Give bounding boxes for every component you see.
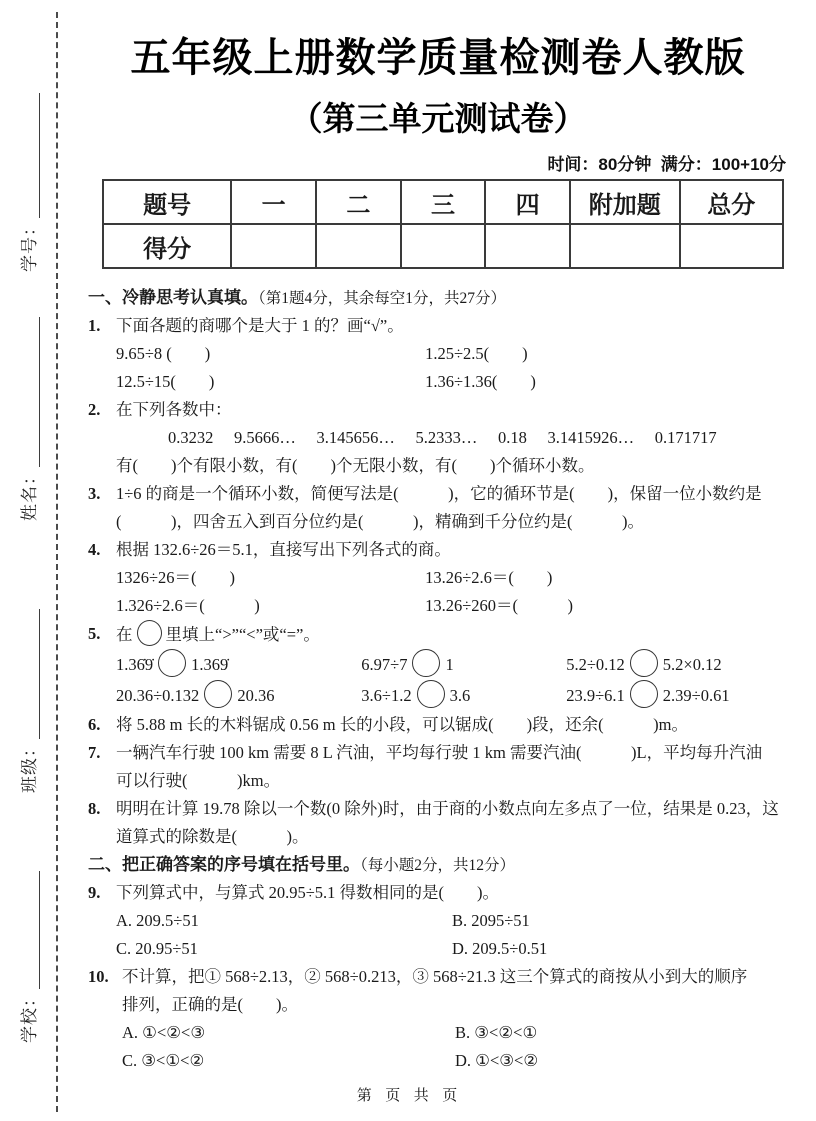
- question-1-item: 9.65÷8 ( ): [116, 344, 211, 363]
- class-field: [15, 609, 40, 793]
- score-header-part4: 四: [485, 180, 570, 224]
- score-cell-bonus[interactable]: [570, 224, 680, 268]
- name-field: [15, 317, 40, 521]
- question-5-number: 5.: [88, 624, 101, 643]
- question-8-line1: 明明在计算 19.78 除以一个数(0 除外)时，由于商的小数点向左多点了一位，结果是 0.23，这: [116, 799, 779, 818]
- question-7-line1: 一辆汽车行驶 100 km 需要 8 L 汽油，平均每行驶 1 km 需要汽油( )L，平均每升汽油: [116, 743, 763, 762]
- score-cell-part3[interactable]: [401, 224, 486, 268]
- question-9-option-b: B. 2095÷51: [452, 911, 530, 930]
- section-2-note: （每小题2分，共12分）: [360, 857, 516, 874]
- student-info-strip: [0, 0, 54, 1121]
- exam-page: [88, 0, 788, 1075]
- score-header-part1: 一: [231, 180, 316, 224]
- question-2: [88, 396, 788, 480]
- section-2-title: 二、把正确答案的序号填在括号里。: [88, 855, 360, 874]
- question-10-option-c: C. ③<①<②: [122, 1051, 205, 1070]
- class-label: 班级：: [19, 739, 39, 793]
- score-cell-part2[interactable]: [316, 224, 401, 268]
- comparison-circle[interactable]: [630, 680, 658, 708]
- question-9-number: 9.: [88, 883, 101, 902]
- question-4-item: 13.26÷2.6＝( ): [425, 568, 553, 587]
- question-8-number: 8.: [88, 799, 101, 818]
- question-9-option-a: A. 209.5÷51: [116, 911, 199, 930]
- school-field: [15, 871, 40, 1043]
- question-10: [88, 963, 788, 1075]
- question-9-text: 下列算式中，与算式 20.95÷5.1 得数相同的是( )。: [116, 883, 500, 902]
- question-3-line1: 1÷6 的商是一个循环小数，简便写法是( )，它的循环节是( )，保留一位小数约是: [116, 484, 762, 503]
- fill-circle-icon: [137, 620, 162, 646]
- score-table-score-row: [103, 224, 783, 268]
- score-cell-part4[interactable]: [485, 224, 570, 268]
- question-2-text: 在下列各数中：: [116, 400, 232, 419]
- section-2-heading: [88, 851, 788, 879]
- student-id-blank[interactable]: [21, 93, 40, 218]
- question-6-text: 将 5.88 m 长的木料锯成 0.56 m 长的小段，可以锯成( )段，还余( )m。: [116, 715, 688, 734]
- comparison-item: 6.97÷7 1: [361, 649, 566, 680]
- question-4-item: 13.26÷260＝( ): [425, 596, 574, 615]
- comparison-circle[interactable]: [417, 680, 445, 708]
- question-3-line2: ( )，四舍五入到百分位约是( )，精确到千分位约是( )。: [116, 512, 644, 531]
- score-header-bonus: 附加题: [570, 180, 680, 224]
- question-4-item: 1326÷26＝( ): [116, 568, 236, 587]
- question-1: [88, 312, 788, 396]
- page-subtitle: （第三单元测试卷）: [289, 100, 587, 137]
- question-9-option-d: D. 209.5÷0.51: [452, 939, 548, 958]
- question-6-number: 6.: [88, 715, 101, 734]
- section-1-title: 一、冷静思考认真填。: [88, 288, 258, 307]
- question-5-text-before: 在: [116, 625, 133, 644]
- question-9: [88, 879, 788, 963]
- question-1-item: 1.36÷1.36( ): [425, 372, 536, 391]
- score-header-timu: 题号: [103, 180, 231, 224]
- comparison-item: 1.36̇9̇ 1.369̇: [116, 649, 361, 680]
- paper-body: [88, 284, 788, 1075]
- score-table: [102, 179, 784, 269]
- student-id-label: 学号：: [19, 218, 39, 272]
- comparison-item: 5.2÷0.12 5.2×0.12: [566, 649, 788, 680]
- question-3-number: 3.: [88, 484, 101, 503]
- question-4: [88, 536, 788, 620]
- question-8-line2: 道算式的除数是( )。: [116, 827, 309, 846]
- question-9-option-c: C. 20.95÷51: [116, 939, 198, 958]
- question-8: [88, 795, 788, 851]
- score-header-total: 总分: [680, 180, 783, 224]
- question-5-text: [116, 620, 788, 649]
- page-footer: 第 页 共 页: [356, 1088, 460, 1104]
- question-2-blanks: 有( )个有限小数，有( )个无限小数，有( )个循环小数。: [116, 456, 595, 475]
- name-label: 姓名：: [19, 467, 39, 521]
- comparison-item: 3.6÷1.2 3.6: [361, 680, 566, 711]
- question-10-line2: 排列，正确的是( )。: [122, 995, 298, 1014]
- comparison-circle[interactable]: [630, 649, 658, 677]
- comparison-item: 20.36÷0.132 20.36: [116, 680, 361, 711]
- class-blank[interactable]: [21, 609, 40, 739]
- question-6: [88, 711, 788, 739]
- question-1-item: 12.5÷15( ): [116, 372, 215, 391]
- comparison-circle[interactable]: [412, 649, 440, 677]
- question-7: [88, 739, 788, 795]
- question-4-item: 1.326÷2.6＝( ): [116, 596, 260, 615]
- score-cell-total[interactable]: [680, 224, 783, 268]
- question-10-line1: 不计算，把① 568÷2.13，② 568÷0.213，③ 568÷21.3 这三个算式的商按从小到大的顺序: [122, 967, 748, 986]
- score-header-part3: 三: [401, 180, 486, 224]
- question-10-option-a: A. ①<②<③: [122, 1023, 206, 1042]
- name-blank[interactable]: [21, 317, 40, 467]
- question-4-text: 根据 132.6÷26＝5.1，直接写出下列各式的商。: [116, 540, 451, 559]
- question-1-text: 下面各题的商哪个是大于 1 的？画“√”。: [116, 316, 404, 335]
- question-2-numbers: 0.3232 9.5666… 3.145656… 5.2333… 0.18 3.1415926… 0.171717: [168, 428, 717, 447]
- question-3: [88, 480, 788, 536]
- question-10-option-b: B. ③<②<①: [455, 1023, 538, 1042]
- question-5: [88, 620, 788, 711]
- question-5-text-after: 里填上“>”“<”或“=”。: [165, 625, 320, 644]
- question-4-number: 4.: [88, 540, 101, 559]
- exam-meta: 时间：80分钟 满分：100+10分: [547, 155, 786, 174]
- section-1-heading: [88, 284, 788, 312]
- page-title: 五年级上册数学质量检测卷人教版: [130, 36, 746, 80]
- question-10-number: 10.: [88, 967, 109, 986]
- score-row-label: 得分: [103, 224, 231, 268]
- question-1-number: 1.: [88, 316, 101, 335]
- score-cell-part1[interactable]: [231, 224, 316, 268]
- comparison-item: 23.9÷6.1 2.39÷0.61: [566, 680, 788, 711]
- school-label: 学校：: [19, 989, 39, 1043]
- score-table-header-row: [103, 180, 783, 224]
- score-header-part2: 二: [316, 180, 401, 224]
- section-1-note: （第1题4分，其余每空1分，共27分）: [258, 290, 507, 307]
- question-7-number: 7.: [88, 743, 101, 762]
- question-10-option-d: D. ①<③<②: [455, 1051, 539, 1070]
- seal-dashed-line: [56, 12, 58, 1112]
- question-2-number: 2.: [88, 400, 101, 419]
- question-1-item: 1.25÷2.5( ): [425, 344, 528, 363]
- student-id-field: [15, 93, 40, 272]
- question-7-line2: 可以行驶( )km。: [116, 771, 281, 790]
- comparison-circle[interactable]: [204, 680, 232, 708]
- comparison-circle[interactable]: [158, 649, 186, 677]
- school-blank[interactable]: [21, 871, 40, 989]
